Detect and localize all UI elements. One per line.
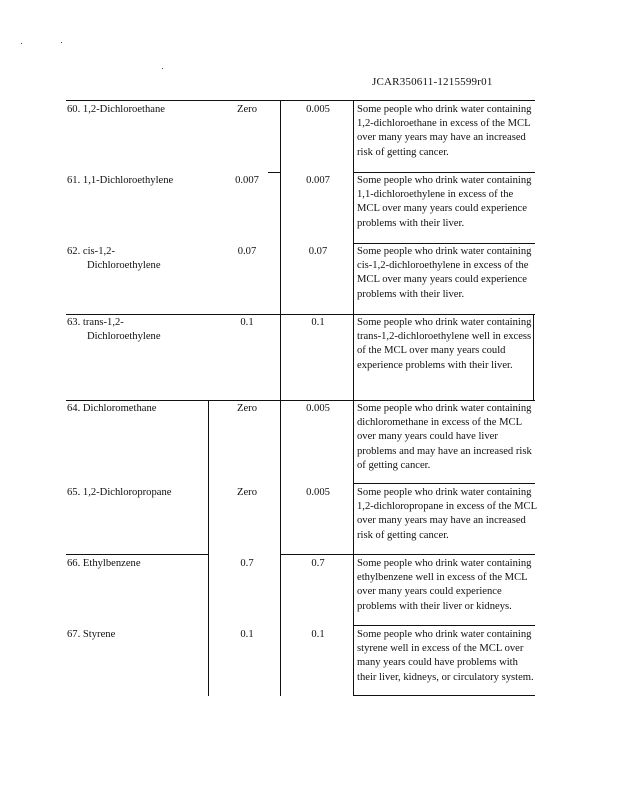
contaminant-name: 66. Ethylbenzene bbox=[67, 558, 141, 569]
row-rule bbox=[66, 400, 535, 401]
mcl-value: 0.07 bbox=[308, 246, 328, 257]
row-rule bbox=[268, 172, 281, 173]
row-rule bbox=[353, 243, 535, 244]
row-rule bbox=[280, 554, 535, 555]
contaminant-name: 67. Styrene bbox=[67, 629, 116, 640]
health-effect: Some people who drink water containing ethylbenzene well in excess of the MCL over many years could experience problems with their liver or kidneys. bbox=[357, 558, 532, 612]
health-effect: Some people who drink water containing 1,2-dichloroethane in excess of the MCL over many years may have an increased risk of getting cancer. bbox=[357, 104, 532, 158]
column-rule-mcl bbox=[280, 100, 281, 696]
contaminant-name: 64. Dichloromethane bbox=[67, 403, 157, 414]
mcl-value: 0.007 bbox=[306, 175, 330, 186]
mclg-value: 0.1 bbox=[240, 317, 254, 328]
health-effect: Some people who drink water containing 1,1-dichloroethylene in excess of the MCL over many years could experience problems with their liver. bbox=[357, 175, 532, 229]
scan-speck bbox=[21, 43, 22, 44]
mcl-value: 0.1 bbox=[311, 629, 325, 640]
table-top-rule bbox=[66, 100, 535, 101]
row-rule bbox=[353, 172, 535, 173]
contaminant-name: 62. cis-1,2- Dichloroethylene bbox=[67, 246, 161, 272]
health-effect: Some people who drink water containing cis-1,2-dichloroethylene in excess of the MCL over many years could experience problems with their liver. bbox=[357, 246, 532, 300]
mcl-value: 0.7 bbox=[311, 558, 325, 569]
column-rule-effect bbox=[353, 100, 354, 696]
mclg-value: 0.007 bbox=[235, 175, 259, 186]
mcl-value: 0.005 bbox=[306, 104, 330, 115]
health-effect: Some people who drink water containing 1,2-dichloropropane in excess of the MCL over many years may have an increased risk of getting cancer. bbox=[357, 487, 537, 541]
document-id: JCAR350611-1215599r01 bbox=[372, 76, 493, 88]
scan-speck bbox=[61, 42, 62, 43]
health-effect: Some people who drink water containing trans-1,2-dichloroethylene well in excess of the MCL over many years could experience problems with their liver. bbox=[357, 317, 532, 371]
column-rule-mclg bbox=[208, 400, 209, 696]
mcl-value: 0.1 bbox=[311, 317, 325, 328]
mclg-value: 0.7 bbox=[240, 558, 254, 569]
mclg-value: Zero bbox=[237, 487, 257, 498]
contaminant-name: 63. trans-1,2- Dichloroethylene bbox=[67, 317, 161, 343]
contaminant-name: 60. 1,2-Dichloroethane bbox=[67, 104, 165, 115]
mcl-value: 0.005 bbox=[306, 403, 330, 414]
row-rule bbox=[353, 483, 535, 484]
row-rule bbox=[66, 554, 208, 555]
contaminant-name: 61. 1,1-Dichloroethylene bbox=[67, 175, 174, 186]
mclg-value: 0.1 bbox=[240, 629, 254, 640]
table-bottom-rule bbox=[353, 695, 535, 696]
mclg-value: 0.07 bbox=[237, 246, 257, 257]
mclg-value: Zero bbox=[237, 403, 257, 414]
row-rule bbox=[353, 625, 535, 626]
mclg-value: Zero bbox=[237, 104, 257, 115]
row-rule bbox=[66, 314, 535, 315]
health-effect: Some people who drink water containing dichloromethane in excess of the MCL over many years could have liver problems and may have an increased risk of getting cancer. bbox=[357, 403, 532, 471]
health-effect: Some people who drink water containing styrene well in excess of the MCL over many years could have problems with their liver, kidneys, or circulatory system. bbox=[357, 629, 534, 683]
mcl-value: 0.005 bbox=[306, 487, 330, 498]
contaminant-name: 65. 1,2-Dichloropropane bbox=[67, 487, 172, 498]
scan-speck bbox=[162, 68, 163, 69]
